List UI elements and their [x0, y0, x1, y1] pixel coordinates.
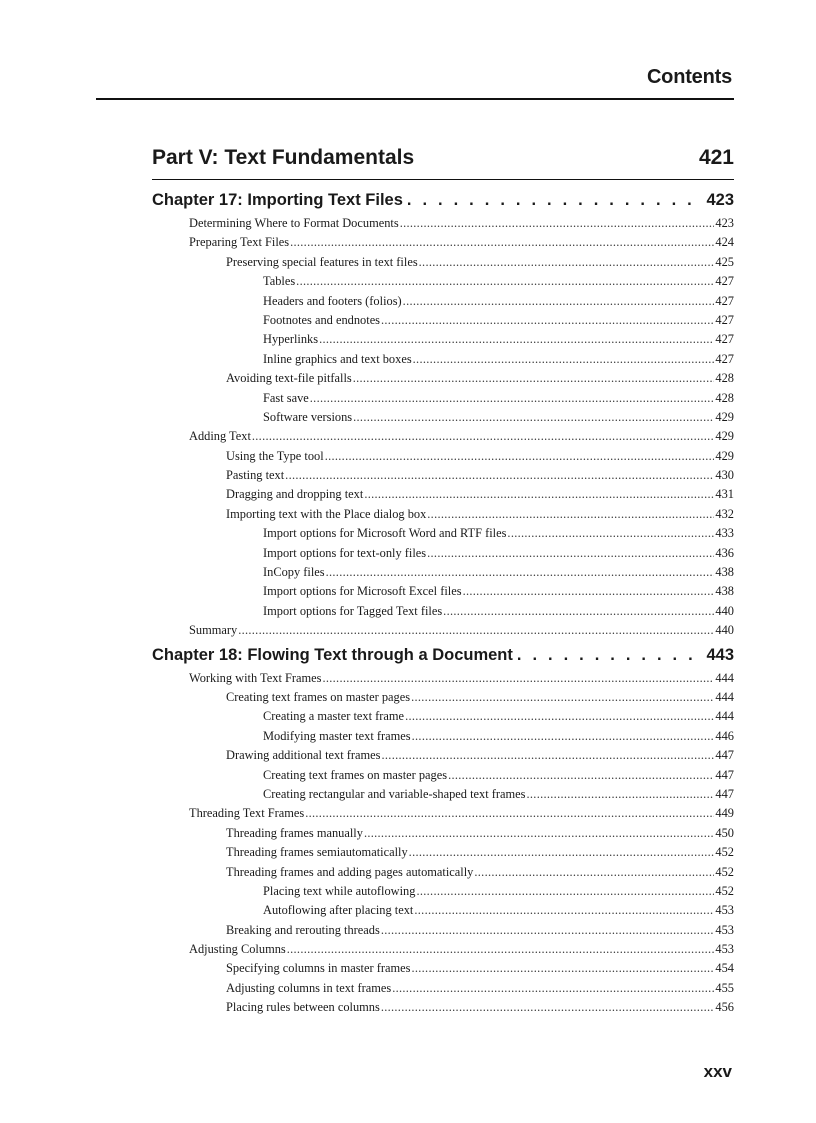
dot-leader [403, 292, 715, 311]
toc-entry-title: Importing text with the Place dialog box [226, 506, 427, 521]
part-rule [152, 179, 734, 180]
dot-leader [381, 921, 715, 940]
toc-entry-title: Headers and footers (folios) [263, 293, 402, 308]
toc-entry-page: 453 [715, 942, 734, 957]
toc-entry-title: Preparing Text Files [189, 235, 290, 250]
dot-leader [405, 707, 714, 726]
dot-leader [413, 350, 715, 369]
dot-leader [287, 940, 715, 959]
toc-entry-page: 456 [715, 1000, 734, 1015]
toc-entry-page: 438 [715, 565, 734, 580]
toc-entry[interactable] [152, 602, 734, 621]
dot-leader [400, 214, 715, 233]
toc-entry-title: Import options for Tagged Text files [263, 603, 443, 618]
chapter-heading[interactable] [152, 641, 734, 669]
chapter-page: 423 [706, 191, 734, 209]
dot-leader [419, 253, 715, 272]
toc-entry-title: Dragging and dropping text [226, 487, 364, 502]
toc-entry[interactable] [152, 979, 734, 998]
toc-entry-title: Creating a master text frame [263, 709, 405, 724]
toc-entry[interactable] [152, 727, 734, 746]
toc-entry-page: 440 [715, 603, 734, 618]
toc-entry-title: Adjusting Columns [189, 942, 286, 957]
toc-entry[interactable] [152, 427, 734, 446]
chapter-title: Chapter 18: Flowing Text through a Document [152, 645, 513, 664]
toc-entry[interactable] [152, 524, 734, 543]
toc-entry-title: Autoflowing after placing text [263, 903, 414, 918]
dot-leader [427, 544, 714, 563]
dot-leader [326, 563, 715, 582]
toc-entry[interactable] [152, 350, 734, 369]
toc-entry-page: 447 [715, 748, 734, 763]
dot-leader [353, 408, 714, 427]
toc-entry-title: Threading Text Frames [189, 806, 305, 821]
toc-entry[interactable] [152, 466, 734, 485]
chapter-page: 443 [706, 645, 734, 664]
dot-leader [364, 485, 714, 504]
part-page: 421 [698, 146, 734, 169]
dot-leader [285, 466, 714, 485]
toc-entry-title: Adding Text [189, 429, 251, 444]
dot-leader [507, 524, 714, 543]
part-heading [152, 146, 734, 170]
dot-leader [407, 186, 703, 214]
toc-entry-page: 447 [715, 786, 734, 801]
toc-entry-title: Drawing additional text frames [226, 748, 381, 763]
toc-entry[interactable] [152, 563, 734, 582]
toc-entry-page: 452 [715, 883, 734, 898]
toc-entry[interactable] [152, 544, 734, 563]
dot-leader [412, 727, 715, 746]
toc-entry-title: Working with Text Frames [189, 670, 322, 685]
toc-entry[interactable] [152, 214, 734, 233]
toc-entry-page: 429 [715, 429, 734, 444]
dot-leader [364, 824, 714, 843]
toc-entry[interactable] [152, 882, 734, 901]
toc-entry-page: 429 [715, 448, 734, 463]
toc-entry-title: Placing rules between columns [226, 1000, 380, 1015]
toc-entry-title: Threading frames manually [226, 825, 363, 840]
toc-entry-title: Threading frames and adding pages automatically [226, 864, 474, 879]
toc-entry-page: 424 [715, 235, 734, 250]
dot-leader [411, 959, 714, 978]
toc-entry[interactable] [152, 921, 734, 940]
toc-entry[interactable] [152, 940, 734, 959]
toc-entry-title: Placing text while autoflowing [263, 883, 416, 898]
toc-entry-page: 455 [715, 980, 734, 995]
toc-entry[interactable] [152, 311, 734, 330]
toc-entry[interactable] [152, 843, 734, 862]
toc-entry-page: 425 [715, 254, 734, 269]
toc-entry-title: Import options for Microsoft Excel files [263, 584, 462, 599]
toc-entry[interactable] [152, 746, 734, 765]
dot-leader [392, 979, 714, 998]
dot-leader [353, 369, 715, 388]
toc-entry-title: Footnotes and endnotes [263, 312, 381, 327]
toc-entry-title: Modifying master text frames [263, 728, 411, 743]
toc-entry-title: Tables [263, 274, 296, 289]
toc-entry-page: 447 [715, 767, 734, 782]
toc-entry[interactable] [152, 688, 734, 707]
toc-entry-title: Determining Where to Format Documents [189, 216, 399, 230]
toc-entry-page: 430 [715, 468, 734, 483]
toc-entry[interactable] [152, 505, 734, 524]
toc-entry-page: 452 [715, 864, 734, 879]
toc-entry-page: 427 [715, 312, 734, 327]
toc-entry-page: 453 [715, 922, 734, 937]
toc-entry-page: 427 [715, 351, 734, 366]
toc-entry-page: 433 [715, 526, 734, 541]
toc-entry-title: Summary [189, 623, 238, 638]
table-of-contents [152, 186, 734, 1018]
toc-entry-title: Adjusting columns in text frames [226, 980, 392, 995]
header-rule [96, 98, 734, 100]
toc-entry-title: Avoiding text-file pitfalls [226, 371, 352, 386]
toc-entry[interactable] [152, 804, 734, 823]
toc-entry[interactable] [152, 707, 734, 726]
dot-leader [448, 766, 714, 785]
toc-entry-page: 450 [715, 825, 734, 840]
toc-entry-page: 454 [715, 961, 734, 976]
toc-entry[interactable] [152, 766, 734, 785]
chapter-title: Chapter 17: Importing Text Files [152, 191, 403, 209]
toc-entry-title: Preserving special features in text files [226, 254, 418, 269]
toc-entry-page: 440 [715, 623, 734, 638]
running-header-title: Contents [646, 66, 732, 88]
dot-leader [517, 641, 703, 669]
dot-leader [527, 785, 715, 804]
toc-entry-page: 438 [715, 584, 734, 599]
dot-leader [325, 447, 715, 466]
toc-entry[interactable] [152, 998, 734, 1017]
toc-entry[interactable] [152, 621, 734, 640]
toc-entry-page: 427 [715, 332, 734, 347]
toc-entry-page: 436 [715, 545, 734, 560]
toc-entry[interactable] [152, 901, 734, 920]
toc-entry[interactable] [152, 233, 734, 252]
toc-entry-title: Creating text frames on master pages [226, 689, 411, 704]
toc-entry[interactable] [152, 408, 734, 427]
dot-leader [427, 505, 714, 524]
dot-leader [411, 688, 714, 707]
toc-entry-title: Pasting text [226, 468, 285, 483]
dot-leader [416, 882, 714, 901]
toc-entry[interactable] [152, 330, 734, 349]
toc-entry[interactable] [152, 824, 734, 843]
dot-leader [290, 233, 714, 252]
toc-entry[interactable] [152, 669, 734, 688]
toc-entry-title: Software versions [263, 409, 353, 424]
toc-entry-title: Breaking and rerouting threads [226, 922, 380, 937]
part-title: Part V: Text Fundamentals [152, 146, 415, 169]
toc-entry-title: Inline graphics and text boxes [263, 351, 412, 366]
toc-entry-page: 444 [715, 709, 734, 724]
toc-entry[interactable] [152, 272, 734, 291]
toc-entry-title: Specifying columns in master frames [226, 961, 411, 976]
dot-leader [414, 901, 714, 920]
toc-entry-title: Using the Type tool [226, 448, 324, 463]
toc-entry-title: Hyperlinks [263, 332, 319, 347]
dot-leader [382, 746, 715, 765]
toc-entry-page: 431 [715, 487, 734, 502]
dot-leader [238, 621, 714, 640]
dot-leader [474, 863, 714, 882]
dot-leader [409, 843, 715, 862]
toc-entry-page: 428 [715, 390, 734, 405]
chapter-heading[interactable] [152, 186, 734, 214]
toc-entry[interactable] [152, 292, 734, 311]
toc-entry-page: 444 [715, 689, 734, 704]
toc-entry-page: 453 [715, 903, 734, 918]
dot-leader [322, 669, 714, 688]
toc-entry-page: 452 [715, 845, 734, 860]
dot-leader [252, 427, 715, 446]
toc-entry[interactable] [152, 785, 734, 804]
toc-entry[interactable] [152, 369, 734, 388]
toc-entry-title: Import options for text-only files [263, 545, 427, 560]
dot-leader [305, 804, 714, 823]
toc-entry-title: Import options for Microsoft Word and RTF files [263, 526, 507, 541]
toc-entry-page: 446 [715, 728, 734, 743]
dot-leader [310, 389, 715, 408]
toc-entry-title: Threading frames semiautomatically [226, 845, 408, 860]
toc-entry-page: 428 [715, 371, 734, 386]
toc-entry-page: 444 [715, 670, 734, 685]
dot-leader [443, 602, 714, 621]
toc-entry[interactable] [152, 447, 734, 466]
toc-entry[interactable] [152, 863, 734, 882]
toc-entry[interactable] [152, 389, 734, 408]
dot-leader [463, 582, 715, 601]
page-number: xxv [703, 1062, 732, 1081]
toc-entry-page: 429 [715, 409, 734, 424]
dot-leader [381, 311, 714, 330]
toc-entry-page: 423 [715, 216, 734, 230]
dot-leader [381, 998, 715, 1017]
toc-entry[interactable] [152, 253, 734, 272]
toc-entry-title: Creating rectangular and variable-shaped text frames [263, 786, 526, 801]
toc-entry-title: Fast save [263, 390, 309, 405]
toc-entry[interactable] [152, 959, 734, 978]
toc-entry[interactable] [152, 485, 734, 504]
toc-entry-title: Creating text frames on master pages [263, 767, 448, 782]
toc-entry[interactable] [152, 582, 734, 601]
toc-entry-page: 449 [715, 806, 734, 821]
toc-entry-page: 432 [715, 506, 734, 521]
dot-leader [296, 272, 714, 291]
toc-entry-page: 427 [715, 293, 734, 308]
toc-entry-page: 427 [715, 274, 734, 289]
dot-leader [319, 330, 714, 349]
toc-entry-title: InCopy files [263, 565, 325, 580]
